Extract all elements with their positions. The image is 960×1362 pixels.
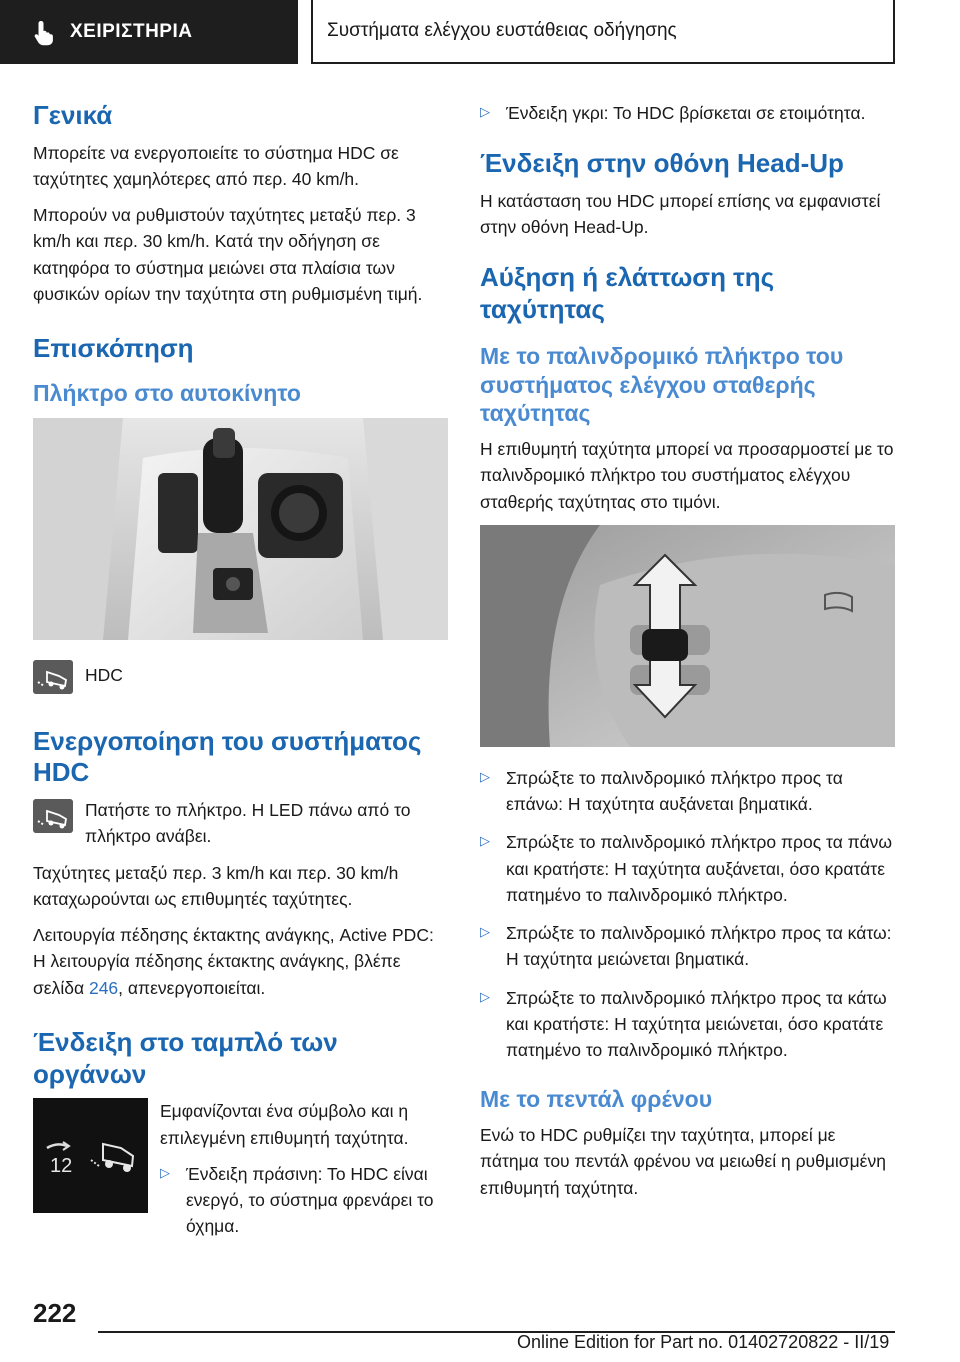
- bullet-gray-text: Ένδειξη γκρι: Το HDC βρίσκεται σε ετοιμότητα.: [506, 103, 866, 123]
- bullet-green-text: Ένδειξη πράσινη: Το HDC είναι ενεργό, το σύστημα φρενάρει το όχημα.: [186, 1163, 434, 1237]
- heading-activate-hdc: Ενεργοποίηση του συστήματος HDC: [33, 725, 422, 788]
- paragraph-rocker: Η επιθυμητή ταχύτητα μπορεί να προσαρμοστεί με το παλινδρομικό πλήκτρο του συστήματος ελέγχου σταθερής ταχύτητας στο τιμόνι.: [480, 439, 894, 512]
- paragraph-emergency-brake: [33, 922, 448, 1001]
- page-header: [0, 0, 960, 64]
- bullet-green: [160, 1161, 448, 1240]
- bullet-gray: [480, 100, 895, 126]
- brake-text-a: Λειτουργία πέδησης έκτακτης ανάγκης, Active PDC: Η λειτουργία πέδησης έκτακτης ανάγκης, βλέπε σελίδα: [33, 925, 434, 998]
- bullet-down-step: [480, 920, 895, 973]
- bullet-triangle-icon: ▷: [480, 988, 490, 1004]
- hdc-label: HDC: [85, 664, 123, 685]
- cluster-hdc-icon: [33, 1098, 148, 1213]
- section-title: Συστήματα ελέγχου ευστάθειας οδήγησης: [311, 0, 895, 64]
- heading-overview: Επισκόπηση: [33, 333, 194, 364]
- paragraph-general-1: Μπορείτε να ενεργοποιείτε το σύστημα HDC σε ταχύτητες χαμηλότερες από περ. 40 km/h.: [33, 142, 399, 189]
- manual-tab[interactable]: [0, 0, 298, 64]
- heading-adjust-speed: Αύξηση ή ελάττωση της ταχύτητας: [480, 262, 775, 325]
- cluster-row: [33, 1098, 448, 1251]
- cluster-display-image: [33, 1098, 148, 1213]
- paragraph-brake-pedal: Ενώ το HDC ρυθμίζει την ταχύτητα, μπορεί με πάτημα του πεντάλ φρένου να μειωθεί η ρυθμισμένη επιθυμητή ταχύτητα.: [480, 1125, 886, 1198]
- bullet-up-step-text: Σπρώξτε το παλινδρομικό πλήκτρο προς τα επάνω: Η ταχύτητα αυξάνεται βηματικά.: [506, 767, 843, 815]
- right-column: [480, 100, 895, 1211]
- bullet-down-step-text: Σπρώξτε το παλινδρομικό πλήκτρο προς τα κάτω: Η ταχύτητα μειώνεται βηματικά.: [506, 923, 892, 970]
- manual-tab-label: ΧΕΙΡΙΣΤΗΡΙΑ: [70, 21, 193, 42]
- bullet-triangle-icon: ▷: [480, 833, 490, 849]
- bullet-triangle-icon: ▷: [480, 924, 490, 940]
- bullet-up-hold: [480, 829, 895, 908]
- paragraph-headup: Η κατάσταση του HDC μπορεί επίσης να εμφανιστεί στην οθόνη Head-Up.: [480, 190, 881, 238]
- bullet-down-hold-text: Σπρώξτε το παλινδρομικό πλήκτρο προς τα κάτω και κρατήστε: Η ταχύτητα μειώνεται, όσο κρατάτε πατημένο το παλινδρομικό πλήκτρο.: [506, 987, 887, 1061]
- steering-wheel-illustration: [480, 525, 895, 747]
- paragraph-press-button: Πατήστε το πλήκτρο. Η LED πάνω από το πλήκτρο ανάβει.: [85, 800, 411, 847]
- bullet-triangle-icon: ▷: [480, 768, 490, 784]
- hdc-symbol-row: [33, 658, 448, 694]
- bullet-down-hold: [480, 985, 895, 1064]
- paragraph-speeds: Ταχύτητες μεταξύ περ. 3 km/h και περ. 30 km/h καταχωρούνται ως επιθυμητές ταχύτητες.: [33, 862, 399, 909]
- center-console-photo: [33, 418, 448, 640]
- console-illustration: [33, 418, 448, 640]
- bullet-triangle-icon: ▷: [160, 1164, 170, 1180]
- heading-rocker: Με το παλινδρομικό πλήκτρο του συστήματος ελέγχου σταθερής ταχύτητας: [480, 342, 844, 427]
- bullet-triangle-icon: ▷: [480, 104, 490, 119]
- heading-headup: Ένδειξη στην οθόνη Head-Up: [480, 148, 844, 179]
- hdc-descent-car-icon: [33, 660, 73, 694]
- heading-button-in-car: Πλήκτρο στο αυτοκίνητο: [33, 379, 301, 406]
- left-column: [33, 100, 448, 1252]
- brake-text-b: , απενεργοποιείται.: [118, 977, 266, 998]
- press-button-row: [33, 797, 448, 850]
- rocker-bullet-list: [480, 765, 895, 1064]
- paragraph-general-2: Μπορούν να ρυθμιστούν ταχύτητες μεταξύ περ. 3 km/h και περ. 30 km/h. Κατά την οδήγηση σε κατηφόρα το σύστημα μειώνει στα πλαίσια των φυσικών ορίων την ταχύτητα στη ρυθμισμένη τιμή.: [33, 205, 423, 304]
- cluster-speed-text: 12: [50, 1155, 73, 1178]
- footer-edition: Online Edition for Part no. 01402720822 - II/19: [517, 1332, 890, 1352]
- hand-pointer-icon: [30, 17, 60, 47]
- heading-general: Γενικά: [33, 100, 113, 130]
- page-246-link[interactable]: 246: [88, 977, 119, 998]
- bullet-up-step: [480, 765, 895, 818]
- bullet-up-hold-text: Σπρώξτε το παλινδρομικό πλήκτρο προς τα πάνω και κρατήστε: Η ταχύτητα αυξάνεται, όσο κρατάτε πατημένο το παλινδρομικό πλήκτρο.: [506, 832, 893, 905]
- page-number: 222: [33, 1298, 77, 1328]
- heading-brake-pedal: Με το πεντάλ φρένου: [480, 1086, 713, 1113]
- heading-instrument-cluster: Ένδειξη στο ταμπλό των οργάνων: [33, 1026, 338, 1089]
- paragraph-cluster: Εμφανίζονται ένα σύμβολο και η επιλεγμένη επιθυμητή ταχύτητα.: [160, 1101, 409, 1148]
- hdc-descent-car-icon: [33, 799, 73, 833]
- steering-wheel-photo: [480, 525, 895, 747]
